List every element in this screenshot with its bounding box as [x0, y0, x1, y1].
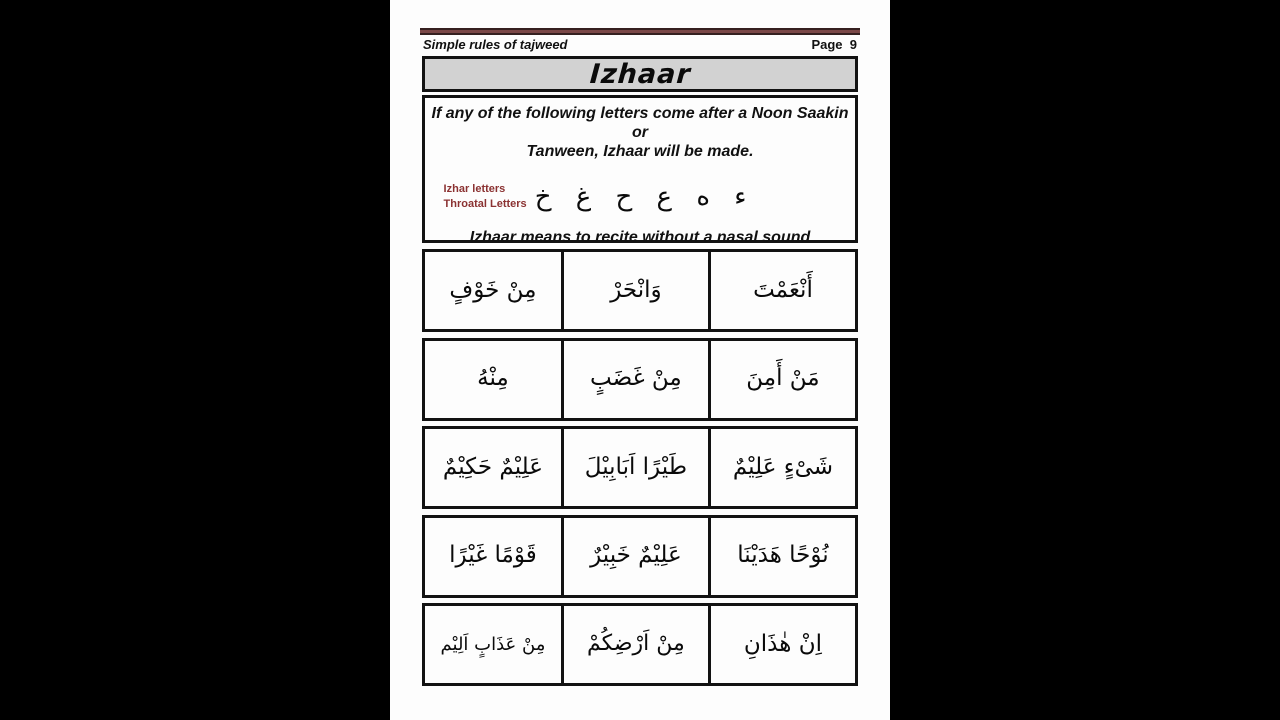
page-number: Page 9 [811, 37, 857, 52]
table-cell: نُوْحًا هَدَيْنَا [737, 542, 829, 569]
table-cell: مِنْ غَضَبٍ [564, 341, 711, 418]
instruction-box [422, 95, 858, 246]
header-rule-line [420, 28, 860, 35]
izhar-letters-row [380, 177, 810, 217]
left-black-bar [0, 0, 390, 720]
izhar-letters-label [444, 182, 527, 211]
table-cell: وَانْحَرْ [564, 252, 711, 329]
rule-text-line1: If any of the following letters come after a Noon Saakin or [431, 105, 849, 142]
rule-text [425, 104, 855, 162]
table-cell: مِنْ خَوْفٍ [425, 252, 564, 329]
table-cell: قَوْمًا غَيْرًا [425, 518, 564, 595]
section-title-box [422, 56, 858, 92]
table-cell: مَنْ أَمِنَ [746, 365, 820, 392]
table-cell: مِنْ عَذَابٍ اَلِيْم [425, 606, 564, 683]
table-cell: اِنْ هٰذَانِ [743, 630, 822, 657]
throatal-letters-label-line2: Throatal Letters [443, 197, 527, 210]
rule-text-line2: Tanween, Izhaar will be made. [526, 143, 754, 161]
table-row [422, 426, 858, 509]
table-row [422, 338, 858, 421]
table-cell: أَنْعَمْتَ [753, 276, 813, 303]
meaning-text-line1: Izhaar means to recite without a nasal sound [469, 228, 811, 246]
table-row [422, 515, 858, 598]
section-title: Izhaar [588, 58, 692, 90]
page-header [423, 38, 857, 51]
table-cell: عَلِيْمٌ خَبِيْرٌ [564, 518, 711, 595]
document-title: Simple rules of tajweed [423, 37, 568, 52]
izhar-letters-label-line1: Izhar letters [443, 183, 506, 196]
examples-table [422, 249, 858, 686]
table-cell: مِنْهُ [425, 341, 564, 418]
table-cell: شَىْءٍ عَلِيْمٌ [732, 453, 834, 480]
document-page [390, 0, 890, 720]
table-cell: طَيْرًا اَبَابِيْلَ [564, 429, 711, 506]
table-cell: مِنْ اَرْضِكُمْ [564, 606, 711, 683]
table-row [422, 603, 858, 686]
izhar-arabic-letters: ء ه ع ح غ خ [534, 181, 747, 212]
table-row [422, 249, 858, 332]
right-black-bar [890, 0, 1280, 720]
table-cell: عَلِيْمٌ حَكِيْمٌ [425, 429, 564, 506]
